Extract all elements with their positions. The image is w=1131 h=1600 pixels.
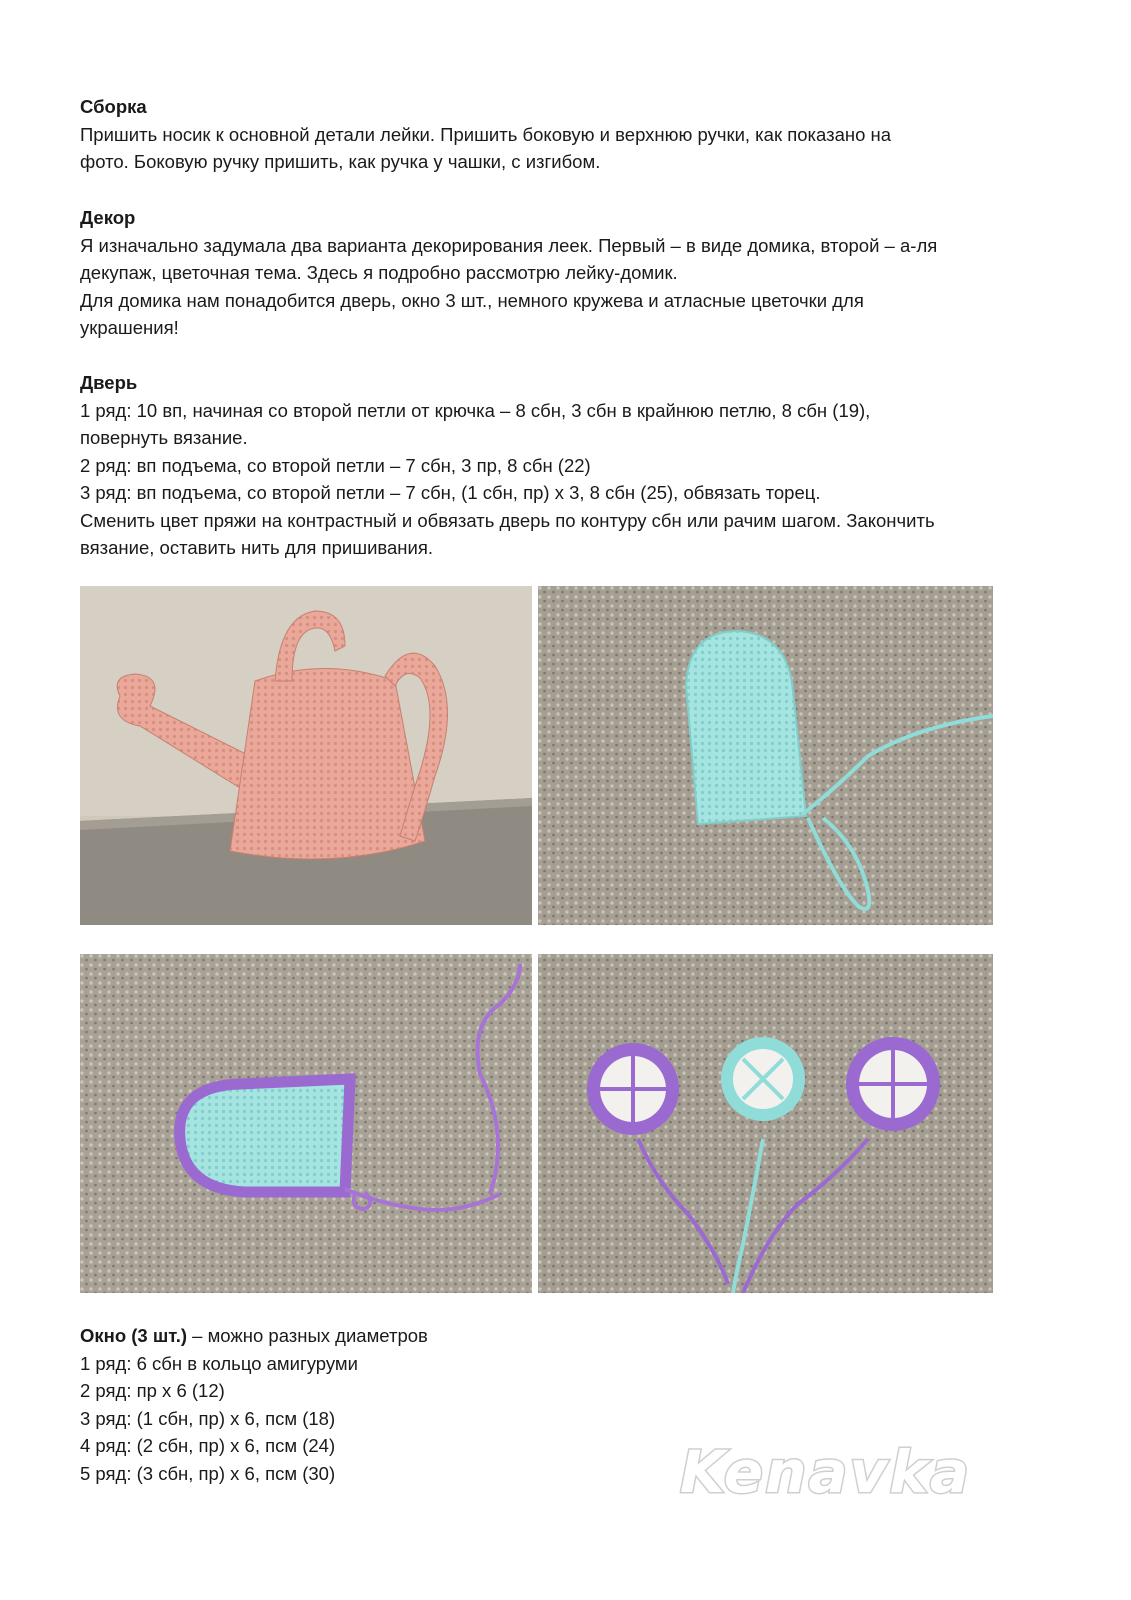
door-heading: Дверь: [80, 372, 138, 393]
window-line-2: 2 ряд: пр х 6 (12): [80, 1380, 225, 1401]
window-heading-line: [80, 1322, 1040, 1350]
door-line-5: Сменить цвет пряжи на контрастный и обвязать дверь по контуру сбн или рачим шагом. Закончить: [80, 509, 935, 531]
watering-can-photo: [80, 586, 532, 925]
decor-line-3: Для домика нам понадобится дверь, окно 3 шт., немного кружева и атласные цветочки для: [80, 289, 864, 311]
decor-heading: Декор: [80, 207, 136, 228]
svg-text:Kenavka: Kenavka: [680, 1438, 972, 1506]
door-line-2: повернуть вязание.: [80, 427, 248, 448]
kenavka-watermark-logo: [676, 1432, 976, 1512]
door-line-3: 2 ряд: вп подъема, со второй петли – 7 сбн, 3 пр, 8 сбн (22): [80, 454, 591, 476]
decor-line-1: Я изначально задумала два варианта декорирования леек. Первый – в виде домика, второй – а-ля: [80, 234, 938, 256]
window-line-3: 3 ряд: (1 сбн, пр) х 6, псм (18): [80, 1407, 336, 1429]
assembly-line-1: Пришить носик к основной детали лейки. Пришить боковую и верхнюю ручки, как показано на: [80, 123, 892, 145]
windows-photo: [538, 954, 993, 1293]
window-heading-suffix: – можно разных диаметров: [187, 1325, 428, 1346]
door-line-4: 3 ряд: вп подъема, со второй петли – 7 сбн, (1 сбн, пр) х 3, 8 сбн (25), обвязать торец.: [80, 482, 821, 503]
assembly-heading: Сборка: [80, 96, 147, 117]
assembly-section: [80, 93, 1040, 176]
window-line-5: 5 ряд: (3 сбн, пр) х 6, псм (30): [80, 1462, 336, 1484]
decor-line-2: декупаж, цветочная тема. Здесь я подробно рассмотрю лейку-домик.: [80, 262, 678, 283]
door-section: [80, 369, 1040, 562]
window-line-1: 1 ряд: 6 сбн в кольцо амигуруми: [80, 1352, 358, 1374]
mint-door-photo: [538, 586, 993, 925]
door-line-1: 1 ряд: 10 вп, начиная со второй петли от крючка – 8 сбн, 3 сбн в крайнюю петлю, 8 сбн (19),: [80, 399, 871, 421]
bordered-door-photo: [80, 954, 532, 1293]
window-heading: Окно (3 шт.): [80, 1325, 188, 1346]
assembly-line-2: фото. Боковую ручку пришить, как ручка у чашки, с изгибом.: [80, 151, 601, 172]
window-line-4: 4 ряд: (2 сбн, пр) х 6, псм (24): [80, 1435, 336, 1456]
door-line-6: вязание, оставить нить для пришивания.: [80, 537, 434, 558]
decor-line-4: украшения!: [80, 317, 179, 338]
decor-section: [80, 204, 1040, 342]
